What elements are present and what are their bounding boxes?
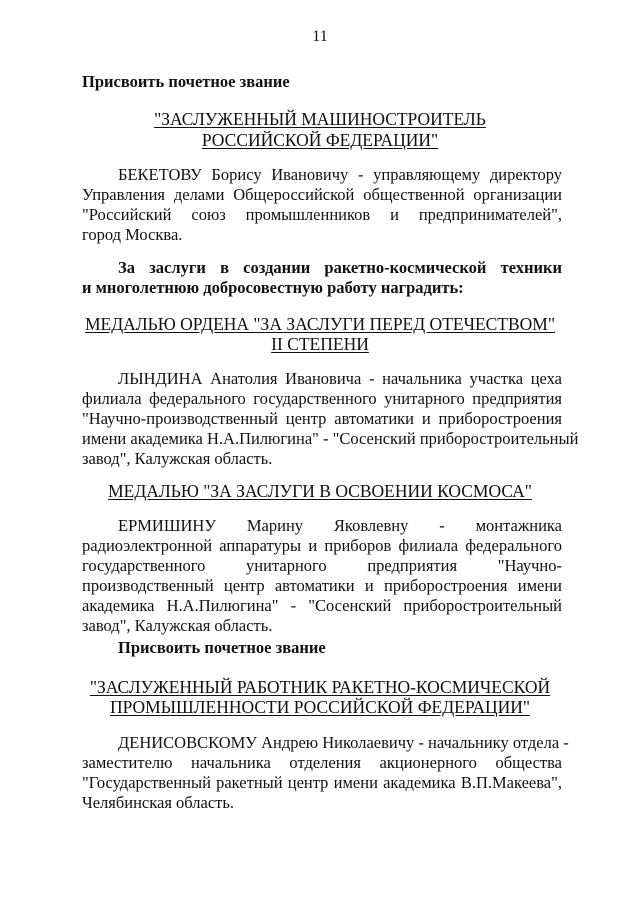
text-line: ЕРМИШИНУ Марину Яковлевну - монтажника bbox=[118, 516, 562, 535]
text-line: завод", Калужская область. bbox=[82, 616, 273, 635]
award-title: "ЗАСЛУЖЕННЫЙ РАБОТНИК РАКЕТНО-КОСМИЧЕСКОЙ bbox=[89, 677, 551, 697]
section-heading: Присвоить почетное звание bbox=[82, 72, 290, 91]
text-line: филиала федерального государственного унитарного предприятия bbox=[82, 389, 562, 408]
text-line: академика Н.А.Пилюгина" - "Сосенский приборостроительный bbox=[82, 596, 562, 615]
text-line: завод", Калужская область. bbox=[82, 449, 273, 468]
text-line: "Государственный ракетный центр имени академика В.П.Макеева", bbox=[82, 773, 562, 792]
text-line: "Научно-производственный центр автоматики и приборостроения bbox=[82, 409, 562, 428]
award-title: II СТЕПЕНИ bbox=[271, 334, 369, 354]
award-title: ПРОМЫШЛЕННОСТИ РОССИЙСКОЙ ФЕДЕРАЦИИ" bbox=[109, 697, 531, 717]
text-line: радиоэлектронной аппаратуры и приборов филиала федерального bbox=[82, 536, 562, 555]
award-title: РОССИЙСКОЙ ФЕДЕРАЦИИ" bbox=[201, 130, 439, 150]
text-line: государственного унитарного предприятия "Научно- bbox=[82, 556, 562, 575]
text-line: Челябинская область. bbox=[82, 793, 235, 812]
text-line: Управления делами Общероссийской общественной организации bbox=[82, 185, 562, 204]
award-title: "ЗАСЛУЖЕННЫЙ МАШИНОСТРОИТЕЛЬ bbox=[154, 109, 486, 129]
award-title: МЕДАЛЬЮ "ЗА ЗАСЛУГИ В ОСВОЕНИИ КОСМОСА" bbox=[108, 481, 532, 501]
page-number: 11 bbox=[312, 28, 328, 45]
text-line: ДЕНИСОВСКОМУ Андрею Николаевичу - начальнику отдела - bbox=[118, 733, 569, 752]
award-title: МЕДАЛЬЮ ОРДЕНА "ЗА ЗАСЛУГИ ПЕРЕД ОТЕЧЕСТВОМ" bbox=[84, 314, 556, 334]
intro-line: и многолетнюю добросовестную работу наградить: bbox=[82, 278, 464, 297]
text-line: город Москва. bbox=[82, 225, 183, 244]
text-line: производственный центр автоматики и приборостроения имени bbox=[82, 576, 562, 595]
text-line: ЛЫНДИНА Анатолия Ивановича - начальника участка цеха bbox=[118, 369, 562, 388]
section-heading: Присвоить почетное звание bbox=[118, 638, 326, 657]
text-line: "Российский союз промышленников и предпринимателей", bbox=[82, 205, 562, 224]
text-line: заместителю начальника отделения акционерного общества bbox=[82, 753, 562, 772]
text-line: имени академика Н.А.Пилюгина" - "Сосенский приборостроительный bbox=[82, 429, 579, 448]
intro-line: За заслуги в создании ракетно-космической техники bbox=[118, 258, 562, 277]
text-line: БЕКЕТОВУ Борису Ивановичу - управляющему директору bbox=[118, 165, 562, 184]
